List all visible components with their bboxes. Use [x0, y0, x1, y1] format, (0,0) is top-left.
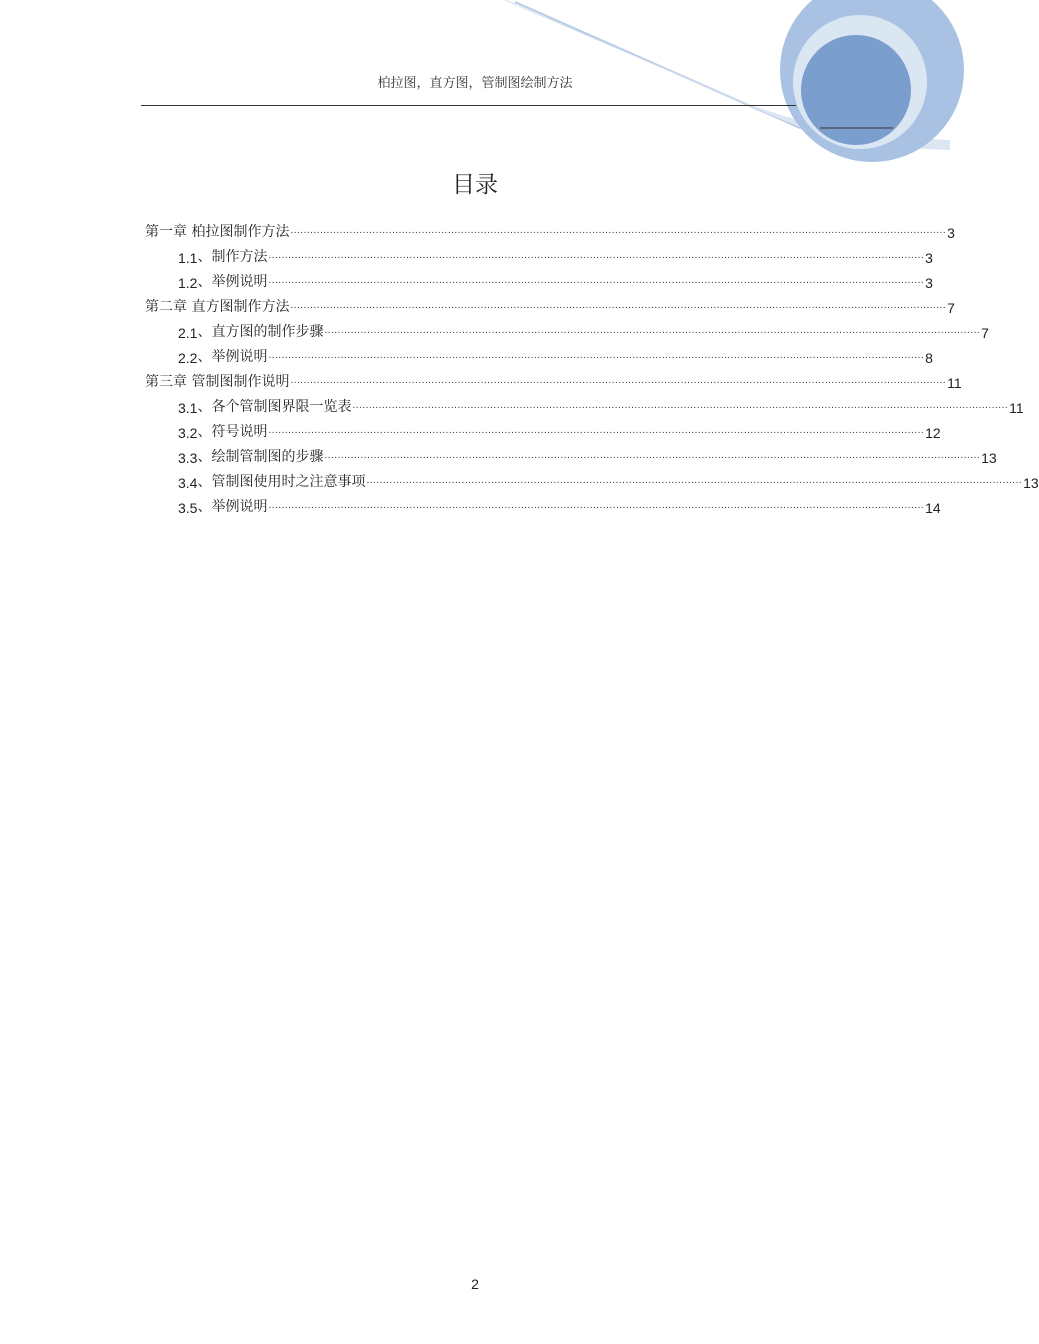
toc-entry-label: 、绘制管制图的步骤 — [197, 449, 324, 465]
toc-entry-2-2[interactable] — [145, 341, 933, 366]
toc-leader-dots: ........................................................................................................................................................................................................ — [290, 375, 947, 386]
table-of-contents — [145, 216, 1039, 516]
toc-entry-number: 2.1 — [178, 325, 198, 341]
toc-entry-page: 7 — [947, 300, 955, 316]
toc-entry-label: 、管制图使用时之注意事项 — [197, 474, 366, 490]
toc-entry-label: 、举例说明 — [197, 349, 268, 365]
toc-entry-3-3[interactable] — [145, 441, 997, 466]
toc-entry-page: 13 — [981, 450, 997, 466]
toc-entry-label: 、符号说明 — [197, 424, 268, 440]
toc-entry-number: 1.1 — [178, 250, 198, 266]
toc-entry-label: 、举例说明 — [197, 274, 268, 290]
toc-entry-page: 8 — [925, 350, 933, 366]
toc-entry-page: 13 — [1023, 475, 1039, 491]
toc-entry-number: 3.3 — [178, 450, 198, 466]
toc-leader-dots: ........................................................................................................................................................................................................ — [268, 275, 925, 286]
toc-entry-page: 7 — [981, 325, 989, 341]
toc-entry-3-4[interactable] — [145, 466, 1039, 491]
toc-entry-label: 第一章 柏拉图制作方法 — [145, 224, 290, 240]
toc-entry-label: 第二章 直方图制作方法 — [145, 299, 290, 315]
toc-entry-number: 3.4 — [178, 475, 198, 491]
toc-entry-label: 、举例说明 — [197, 499, 268, 515]
toc-entry-number: 3.1 — [178, 400, 198, 416]
toc-entry-page: 11 — [1009, 400, 1024, 416]
toc-leader-dots: ........................................................................................................................................................................................................ — [268, 500, 925, 511]
toc-entry-page: 11 — [947, 375, 962, 391]
toc-entry-2-1[interactable] — [145, 316, 989, 341]
toc-leader-dots: ........................................................................................................................................................................................................ — [324, 450, 981, 461]
toc-title: 目录 — [452, 172, 498, 198]
toc-entry-number: 2.2 — [178, 350, 198, 366]
toc-entry-label: 、制作方法 — [197, 249, 268, 265]
toc-entry-label: 第三章 管制图制作说明 — [145, 374, 290, 390]
toc-entry-page: 12 — [925, 425, 941, 441]
toc-entry-chapter-1[interactable] — [145, 216, 955, 241]
toc-leader-dots: ........................................................................................................................................................................................................ — [366, 475, 1023, 486]
toc-leader-dots: ........................................................................................................................................................................................................ — [290, 300, 947, 311]
toc-entry-page: 3 — [925, 250, 933, 266]
toc-entry-page: 3 — [947, 225, 955, 241]
toc-leader-dots: ........................................................................................................................................................................................................ — [352, 400, 1009, 411]
toc-entry-number: 1.2 — [178, 275, 198, 291]
toc-entry-number: 3.5 — [178, 500, 198, 516]
toc-entry-3-1[interactable] — [145, 391, 1024, 416]
page-number: 2 — [471, 1276, 479, 1292]
toc-entry-label: 、各个管制图界限一览表 — [197, 399, 352, 415]
toc-entry-number: 3.2 — [178, 425, 198, 441]
header-rule — [141, 105, 796, 106]
toc-leader-dots: ........................................................................................................................................................................................................ — [290, 225, 947, 236]
toc-entry-label: 、直方图的制作步骤 — [197, 324, 324, 340]
toc-entry-1-2[interactable] — [145, 266, 933, 291]
toc-leader-dots: ........................................................................................................................................................................................................ — [268, 350, 925, 361]
toc-entry-1-1[interactable] — [145, 241, 933, 266]
toc-entry-chapter-2[interactable] — [145, 291, 955, 316]
running-header-title: 柏拉图，直方图，管制图绘制方法 — [377, 76, 573, 91]
toc-entry-3-5[interactable] — [145, 491, 941, 516]
toc-leader-dots: ........................................................................................................................................................................................................ — [268, 425, 925, 436]
toc-leader-dots: ........................................................................................................................................................................................................ — [324, 325, 981, 336]
toc-entry-3-2[interactable] — [145, 416, 941, 441]
toc-leader-dots: ........................................................................................................................................................................................................ — [268, 250, 925, 261]
toc-entry-page: 3 — [925, 275, 933, 291]
toc-entry-chapter-3[interactable] — [145, 366, 962, 391]
toc-entry-page: 14 — [925, 500, 941, 516]
